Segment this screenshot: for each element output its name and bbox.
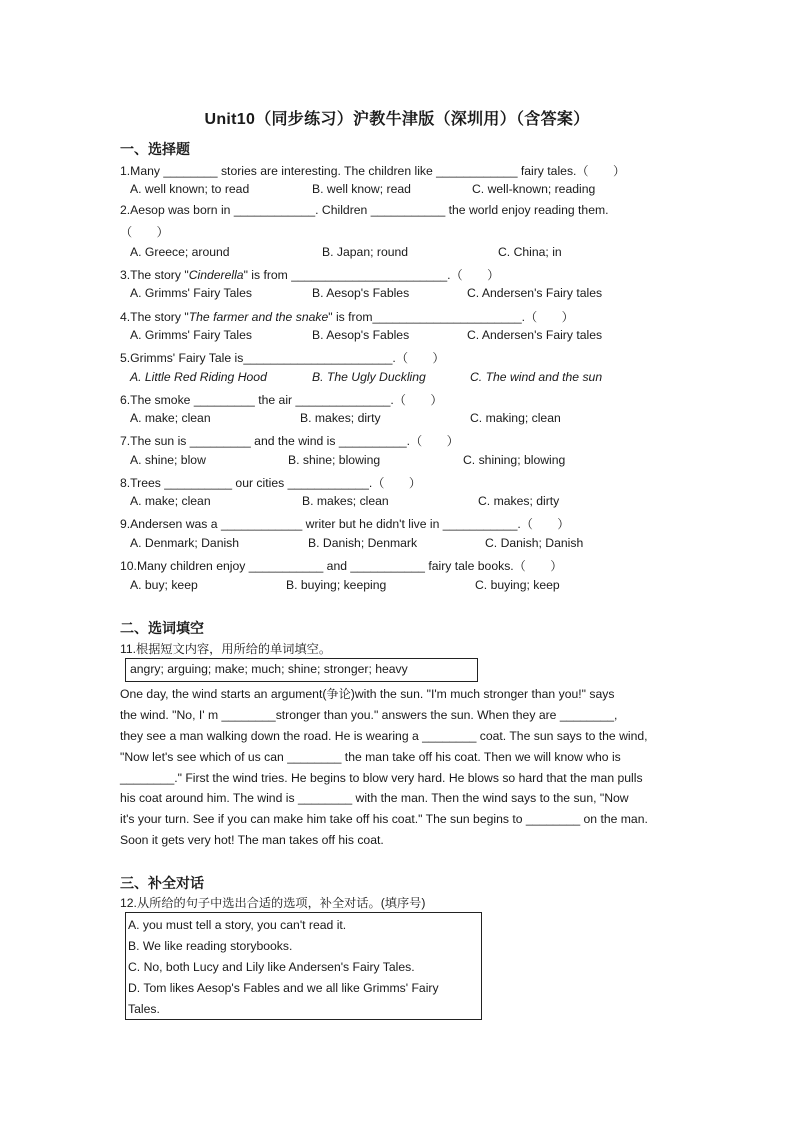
- section-heading-dialogue: 三、补全对话: [120, 875, 204, 891]
- option-b: B. well know; read: [312, 182, 411, 196]
- section-heading-fill-in: 二、选词填空: [120, 620, 204, 636]
- passage-line: Soon it gets very hot! The man takes off his coat.: [120, 833, 384, 848]
- dialogue-options-box: [125, 912, 482, 1020]
- option-c: C. The wind and the sun: [470, 370, 603, 384]
- dialogue-option: D. Tom likes Aesop's Fables and we all like Grimms' Fairy: [128, 981, 439, 995]
- story-title: Cinderella: [188, 268, 244, 282]
- option-b: B. buying; keeping: [286, 578, 387, 592]
- option-c: C. buying; keep: [475, 578, 560, 592]
- option-c: C. China; in: [498, 245, 562, 259]
- option-b: B. Danish; Denmark: [308, 536, 418, 550]
- question-1: 1.Many ________ stories are interesting. The children like ____________ fairy tales.（ ）: [120, 164, 626, 178]
- question-12-instruction: 12.从所给的句子中选出合适的选项，补全对话。(填序号): [120, 896, 426, 910]
- question-7: 7.The sun is _________ and the wind is __________.（ ）: [120, 434, 459, 448]
- question-5: 5.Grimms' Fairy Tale is______________________.（ ）: [120, 351, 445, 365]
- option-c: C. makes; dirty: [478, 494, 560, 508]
- option-c: C. Andersen's Fairy tales: [467, 286, 603, 300]
- option-a: A. Denmark; Danish: [130, 536, 240, 550]
- option-b: B. The Ugly Duckling: [312, 370, 426, 384]
- option-c: C. shining; blowing: [463, 453, 566, 467]
- dialogue-option: A. you must tell a story, you can't read it.: [128, 918, 347, 932]
- section-heading-choice: 一、选择题: [120, 141, 190, 157]
- question-3: 3.The story "Cinderella" is from _______________________.（ ）: [120, 268, 500, 282]
- option-b: B. makes; dirty: [300, 411, 381, 425]
- option-a: A. make; clean: [130, 411, 211, 425]
- question-9: 9.Andersen was a ____________ writer but he didn't live in ___________.（ ）: [120, 517, 570, 531]
- question-8: 8.Trees __________ our cities ____________.（ ）: [120, 476, 422, 490]
- passage-line: "Now let's see which of us can ________ the man take off his coat. Then we will know who is: [120, 749, 621, 764]
- question-4: 4.The story "The farmer and the snake" is from______________________.（ ）: [120, 310, 574, 324]
- option-b: B. Aesop's Fables: [312, 286, 410, 300]
- dialogue-option: C. No, both Lucy and Lily like Andersen's Fairy Tales.: [128, 960, 415, 974]
- passage-line: One day, the wind starts an argument(争论)with the sun. "I'm much stronger than you!" says: [120, 687, 615, 701]
- page-title: Unit10（同步练习）沪教牛津版（深圳用）（含答案）: [204, 111, 590, 128]
- question-11-instruction: 11.根据短文内容，用所给的单词填空。: [120, 642, 332, 656]
- dialogue-option: Tales.: [128, 1002, 160, 1016]
- option-a: A. shine; blow: [130, 453, 206, 467]
- option-c: C. Danish; Danish: [485, 536, 584, 550]
- option-c: C. Andersen's Fairy tales: [467, 328, 603, 342]
- option-b: B. shine; blowing: [288, 453, 381, 467]
- story-title: The farmer and the snake: [188, 310, 329, 324]
- option-a: A. buy; keep: [130, 578, 198, 592]
- passage-line: they see a man walking down the road. He is wearing a ________ coat. The sun says to the wind,: [120, 728, 648, 743]
- option-b: B. Aesop's Fables: [312, 328, 410, 342]
- question-2-answer-bracket: （ ）: [120, 225, 169, 239]
- option-b: B. makes; clean: [302, 494, 389, 508]
- passage-line: his coat around him. The wind is ________ with the man. Then the wind says to the sun, "Now: [120, 791, 629, 806]
- option-b: B. Japan; round: [322, 245, 409, 259]
- passage: [120, 684, 690, 851]
- question-10: 10.Many children enjoy ___________ and ___________ fairy tale books.（ ）: [120, 559, 563, 573]
- option-c: C. well-known; reading: [472, 182, 596, 196]
- passage-line: it's your turn. See if you can make him take off his coat." The sun begins to ________ on the man.: [120, 812, 648, 827]
- question-2: 2.Aesop was born in ____________. Children ___________ the world enjoy reading them.: [120, 203, 609, 217]
- passage-line: ________." First the wind tries. He begins to blow very hard. He blows so hard that the man pulls: [120, 770, 643, 785]
- option-a: A. well known; to read: [130, 182, 250, 196]
- question-6: 6.The smoke _________ the air ______________.（ ）: [120, 393, 443, 407]
- option-c: C. making; clean: [470, 411, 561, 425]
- option-a: A. Greece; around: [130, 245, 230, 259]
- option-a: A. Little Red Riding Hood: [130, 370, 267, 384]
- option-a: A. Grimms' Fairy Tales: [130, 286, 252, 300]
- option-a: A. make; clean: [130, 494, 211, 508]
- dialogue-option: B. We like reading storybooks.: [128, 939, 293, 953]
- option-a: A. Grimms' Fairy Tales: [130, 328, 252, 342]
- word-bank: angry; arguing; make; much; shine; stronger; heavy: [125, 658, 478, 682]
- passage-line: the wind. "No, I' m ________stronger than you." answers the sun. When they are ________,: [120, 707, 618, 722]
